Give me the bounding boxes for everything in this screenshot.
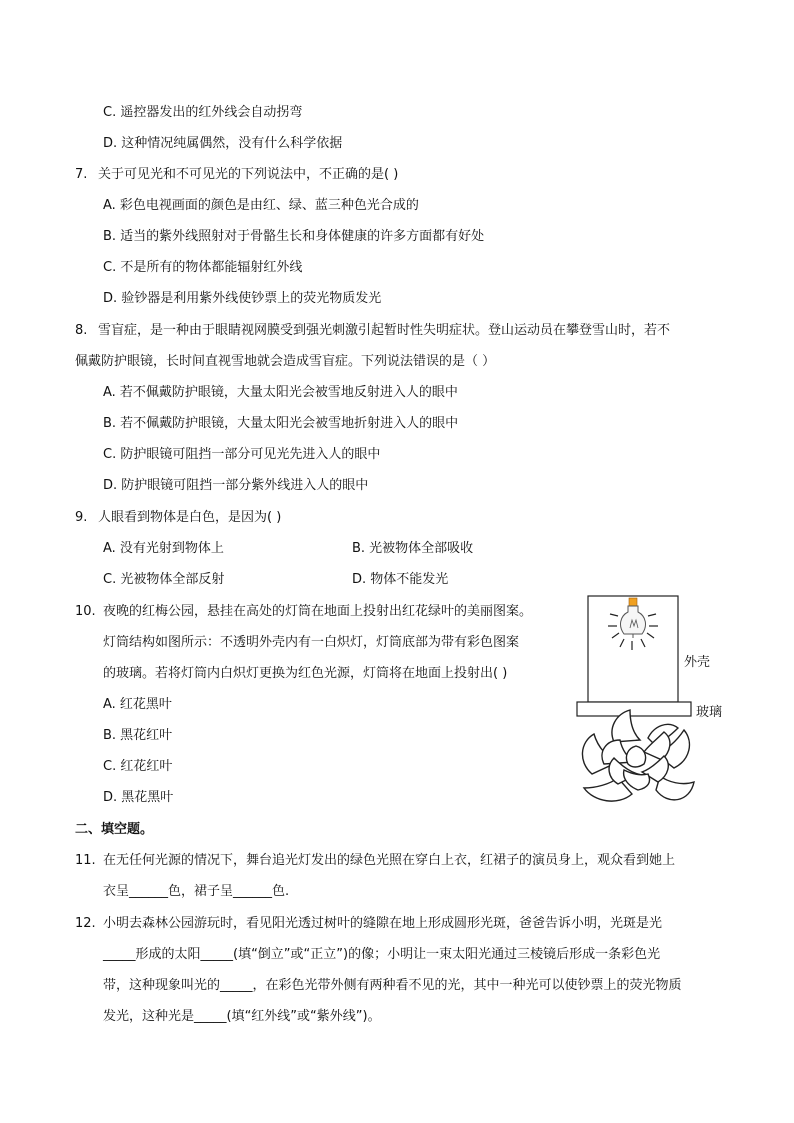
- label-shell: 外壳: [684, 655, 711, 670]
- q9-option-d: D. 物体不能发光: [352, 572, 449, 587]
- q7-option-b: B. 适当的紫外线照射对于骨骼生长和身体健康的许多方面都有好处: [103, 229, 485, 244]
- q12-line3: 带，这种现象叫光的_____，在彩色光带外侧有两种看不见的光，其中一种光可以使钞票上的荧光物质: [103, 978, 682, 993]
- q9-option-b: B. 光被物体全部吸收: [352, 541, 474, 556]
- section-heading: 二、填空题。: [75, 822, 154, 837]
- q8-stem-line1: 雪盲症，是一种由于眼睛视网膜受到强光刺激引起暂时性失明症状。登山运动员在攀登雪山时，若不: [98, 323, 671, 338]
- q10-option-d: D. 黑花黑叶: [103, 790, 174, 805]
- lamp-figure: [574, 592, 734, 822]
- q10-option-b: B. 黑花红叶: [103, 728, 173, 743]
- q10-stem-line1: 夜晚的红梅公园，悬挂在高处的灯筒在地面上投射出红花绿叶的美丽图案。: [103, 604, 533, 619]
- q10-stem-line2: 灯筒结构如图所示：不透明外壳内有一白炽灯，灯筒底部为带有彩色图案: [103, 635, 520, 650]
- q8-option-a: A. 若不佩戴防护眼镜，大量太阳光会被雪地反射进入人的眼中: [103, 385, 458, 400]
- flower-pattern-icon: [582, 710, 694, 801]
- q8-option-b: B. 若不佩戴防护眼镜，大量太阳光会被雪地折射进入人的眼中: [103, 416, 459, 431]
- q12-line2: _____形成的太阳_____(填“倒立”或“正立”)的像；小明让一束太阳光通过三棱镜后形成一条彩色光: [103, 947, 661, 962]
- q7-option-c: C. 不是所有的物体都能辐射红外线: [103, 260, 303, 275]
- q9-option-a: A. 没有光射到物体上: [103, 541, 224, 556]
- question-number: 9.: [75, 510, 88, 525]
- label-glass: 玻璃: [696, 705, 723, 720]
- q11-line1: 在无任何光源的情况下，舞台追光灯发出的绿色光照在穿白上衣，红裙子的演员身上，观众看到她上: [103, 853, 676, 868]
- question-number: 7.: [75, 167, 88, 182]
- q12-line1: 小明去森林公园游玩时，看见阳光透过树叶的缝隙在地上形成圆形光斑，爸爸告诉小明，光斑是光: [103, 916, 663, 931]
- q7-option-d: D. 验钞器是利用紫外线使钞票上的荧光物质发光: [103, 291, 382, 306]
- q6-option-d: D. 这种情况纯属偶然，没有什么科学依据: [103, 136, 343, 151]
- question-number: 11.: [75, 853, 96, 868]
- q10-option-a: A. 红花黑叶: [103, 697, 172, 712]
- q10-stem-line3: 的玻璃。若将灯筒内白炽灯更换为红色光源，灯筒将在地面上投射出( ): [103, 666, 508, 681]
- q6-option-c: C. 遥控器发出的红外线会自动拐弯: [103, 105, 303, 120]
- q8-option-c: C. 防护眼镜可阻挡一部分可见光先进入人的眼中: [103, 447, 381, 462]
- q11-line2: 衣呈______色，裙子呈______色.: [103, 884, 290, 899]
- q10-option-c: C. 红花红叶: [103, 759, 173, 774]
- q7-stem: 关于可见光和不可见光的下列说法中，不正确的是( ): [98, 167, 399, 182]
- q8-option-d: D. 防护眼镜可阻挡一部分紫外线进入人的眼中: [103, 478, 369, 493]
- q7-option-a: A. 彩色电视画面的颜色是由红、绿、蓝三种色光合成的: [103, 198, 419, 213]
- glass-plate: [577, 702, 691, 716]
- q9-option-c: C. 光被物体全部反射: [103, 572, 225, 587]
- q9-stem: 人眼看到物体是白色，是因为( ): [98, 510, 282, 525]
- q12-line4: 发光，这种光是_____(填“红外线”或“紫外线”)。: [103, 1009, 381, 1024]
- question-number: 8.: [75, 323, 88, 338]
- question-number: 10.: [75, 604, 96, 619]
- question-number: 12.: [75, 916, 96, 931]
- q8-stem-line2: 佩戴防护眼镜，长时间直视雪地就会造成雪盲症。下列说法错误的是（ ）: [75, 354, 496, 369]
